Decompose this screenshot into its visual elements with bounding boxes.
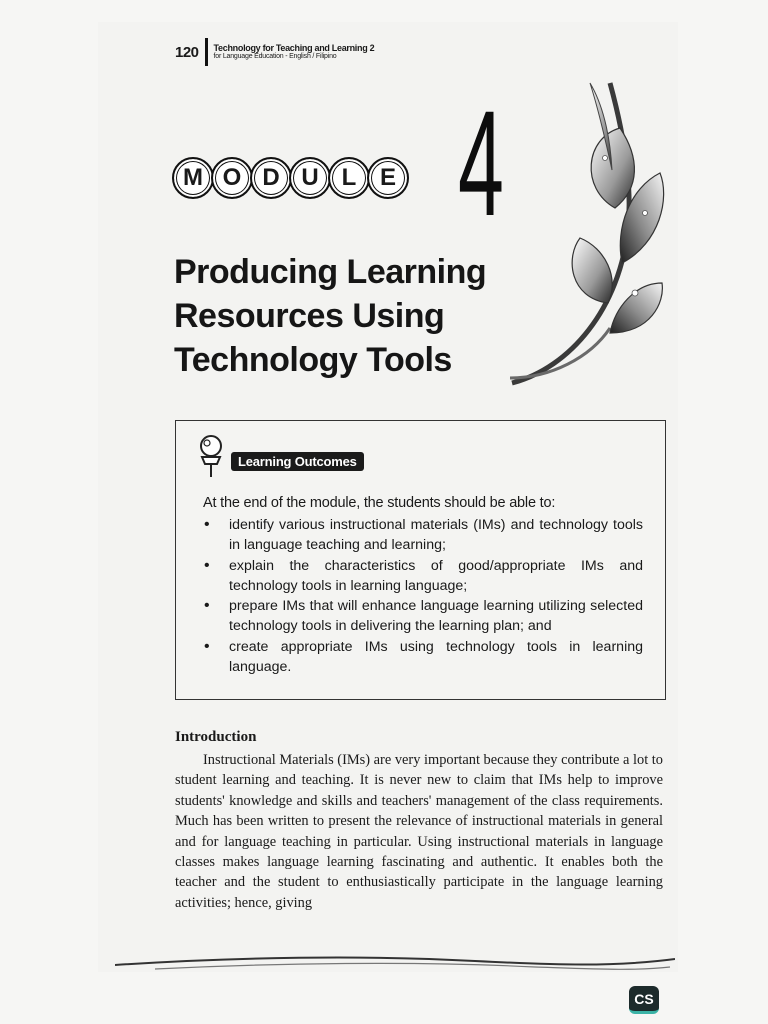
bottom-decorative-rule [115,945,675,975]
book-title: Technology for Teaching and Learning 2 [213,42,375,53]
list-item: • identify various instructional materials (IMs) and technology tools in language teaching and learning; [203,515,643,556]
introduction-heading: Introduction [175,729,257,745]
module-letter: E [367,157,409,199]
pushpin-icon [194,433,228,479]
introduction-paragraph: Instructional Materials (IMs) are very important because they contribute a lot to student learning and teaching. It is never new to claim that IMs help to improve students' knowledge and skills and teachers' management of the class requirements. Much has been written to present the relevance of instructional materials in general and for language teaching in particular. Using instructional materials in language classes makes language learning fascinating and authentic. It enables both the teacher and the student to enthusiastically participate in the language learning activities; hence, giving [175,752,663,911]
book-subtitle: for Language Education - English / Filipino [213,53,337,61]
list-item: • create appropriate IMs using technology tools in learning language. [203,637,643,678]
leaf-branch-illustration [510,78,670,390]
module-label [172,157,406,199]
page-title [174,250,486,382]
module-letter: L [328,157,370,199]
learning-outcomes-box [175,420,666,700]
header-text [214,44,375,61]
list-item: • prepare IMs that will enhance language learning utilizing selected technology tools in delivering the learning plan; and [203,596,643,637]
module-number: 4 [458,79,504,247]
module-letter: D [250,157,292,199]
running-header [175,38,374,66]
learning-outcomes-label: Learning Outcomes [231,452,364,471]
outcomes-intro: At the end of the module, the students should be able to: [203,495,556,511]
camscanner-badge[interactable]: CS [629,986,659,1014]
title-line: Resources Using [174,297,445,335]
module-letter: M [172,157,214,199]
title-line: Producing Learning [174,253,487,291]
module-letter: U [289,157,331,199]
module-letter: O [211,157,253,199]
page-number: 120 [175,43,199,61]
outcomes-list [203,515,643,677]
list-item: • explain the characteristics of good/appropriate IMs and technology tools in learning language; [203,556,643,597]
header-divider [205,38,208,66]
title-line: Technology Tools [174,341,452,379]
